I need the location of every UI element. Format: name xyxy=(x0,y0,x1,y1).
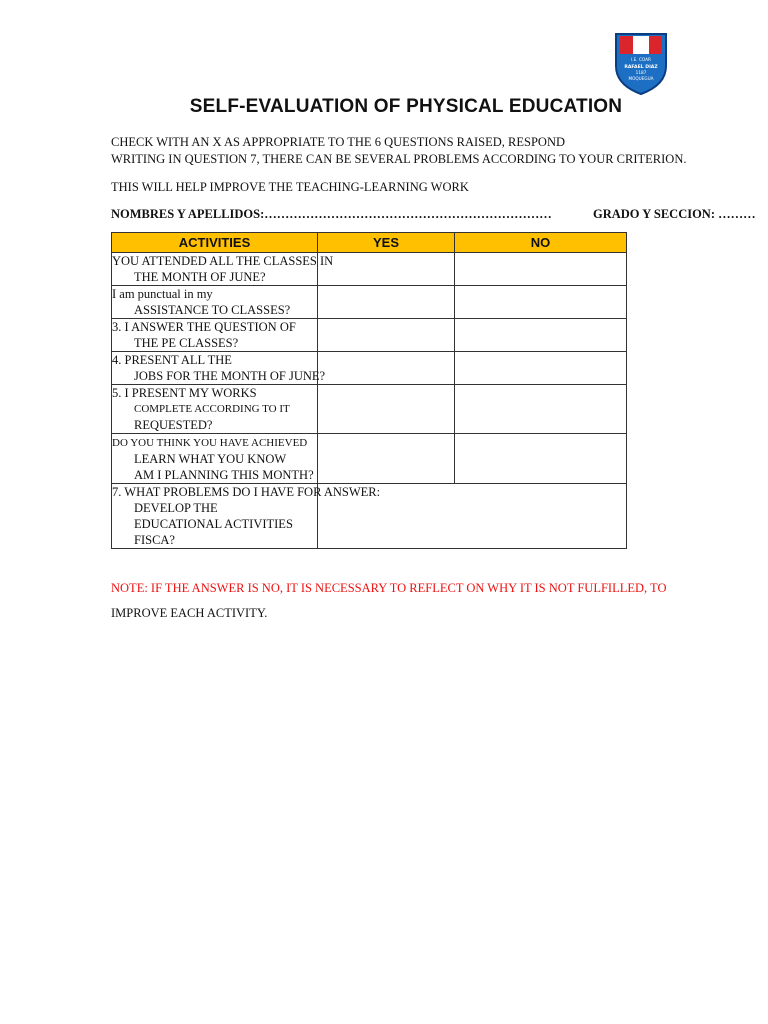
student-info-line xyxy=(111,206,756,223)
activity-text: ASSISTANCE TO CLASSES? xyxy=(134,303,291,317)
table-row xyxy=(112,484,627,549)
yes-check-cell[interactable] xyxy=(318,352,455,385)
activity-text: FISCA? xyxy=(134,533,175,547)
school-crest-logo xyxy=(612,30,670,96)
names-field-label[interactable]: NOMBRES Y APELLIDOS:…………………………………………………………… xyxy=(111,207,552,221)
table-header-row xyxy=(112,233,627,253)
activity-cell xyxy=(112,319,318,352)
page-title: SELF-EVALUATION OF PHYSICAL EDUCATION xyxy=(189,96,623,117)
yes-check-cell[interactable] xyxy=(318,319,455,352)
activity-cell xyxy=(112,434,318,484)
activity-text: THE MONTH OF JUNE? xyxy=(134,270,266,284)
activity-cell xyxy=(112,352,326,385)
activity-text: DO YOU THINK YOU HAVE ACHIEVED xyxy=(112,437,308,449)
instruction-line-3: THIS WILL HELP IMPROVE THE TEACHING-LEARNING WORK xyxy=(111,180,469,194)
table-row xyxy=(112,385,627,434)
logo-line-4: MOQUEGUA xyxy=(628,76,654,81)
yes-check-cell[interactable] xyxy=(318,286,455,319)
activity-text: LEARN WHAT YOU KNOW xyxy=(134,452,287,466)
header-activities: ACTIVITIES xyxy=(112,233,318,253)
activity-cell xyxy=(112,484,381,549)
instruction-line-2: WRITING IN QUESTION 7, THERE CAN BE SEVERAL PROBLEMS ACCORDING TO YOUR CRITERION. xyxy=(111,152,687,166)
activity-text: REQUESTED? xyxy=(134,418,213,432)
activity-cell xyxy=(112,286,318,319)
activity-text: THE PE CLASSES? xyxy=(134,336,239,350)
no-check-cell[interactable] xyxy=(455,434,627,484)
yes-check-cell[interactable] xyxy=(318,253,455,286)
yes-check-cell[interactable] xyxy=(318,434,455,484)
no-check-cell[interactable] xyxy=(455,352,627,385)
no-check-cell[interactable] xyxy=(455,319,627,352)
table-row xyxy=(112,352,627,385)
activity-text: 3. I ANSWER THE QUESTION OF xyxy=(112,320,296,334)
grado-field-label[interactable]: GRADO Y SECCION: ……… xyxy=(593,207,756,221)
activity-text: YOU ATTENDED ALL THE CLASSES IN xyxy=(112,254,334,268)
activity-text: EDUCATIONAL ACTIVITIES xyxy=(134,517,293,531)
header-yes: YES xyxy=(318,233,455,253)
activity-text: DEVELOP THE xyxy=(134,501,218,515)
activity-text: JOBS FOR THE MONTH OF JUNE? xyxy=(134,369,326,383)
no-check-cell[interactable] xyxy=(455,286,627,319)
note-line-2: IMPROVE EACH ACTIVITY. xyxy=(111,606,268,620)
logo-line-1: I.E. COAR xyxy=(631,57,651,62)
no-check-cell[interactable] xyxy=(455,385,627,434)
activity-text: 7. WHAT PROBLEMS DO I HAVE FOR ANSWER: xyxy=(112,485,381,499)
logo-line-2: RAFAEL DIAZ xyxy=(624,65,658,70)
activity-cell xyxy=(112,253,334,286)
evaluation-table xyxy=(111,232,627,549)
header-no: NO xyxy=(455,233,627,253)
table-row xyxy=(112,286,627,319)
no-check-cell[interactable] xyxy=(455,253,627,286)
activity-cell xyxy=(112,385,318,434)
logo-line-3: 1187 xyxy=(635,70,647,75)
activity-text: 4. PRESENT ALL THE xyxy=(112,353,232,367)
table-row xyxy=(112,319,627,352)
table-row xyxy=(112,434,627,484)
instruction-line-1: CHECK WITH AN X AS APPROPRIATE TO THE 6 QUESTIONS RAISED, RESPOND xyxy=(111,135,565,149)
activity-text: I am punctual in my xyxy=(112,287,213,301)
table-row xyxy=(112,253,627,286)
yes-check-cell[interactable] xyxy=(318,385,455,434)
note-line-1: NOTE: IF THE ANSWER IS NO, IT IS NECESSARY TO REFLECT ON WHY IT IS NOT FULFILLED, TO xyxy=(111,581,667,595)
activity-text: 5. I PRESENT MY WORKS xyxy=(112,386,257,400)
activity-text: AM I PLANNING THIS MONTH? xyxy=(134,468,314,482)
activity-text: COMPLETE ACCORDING TO IT xyxy=(134,403,290,415)
